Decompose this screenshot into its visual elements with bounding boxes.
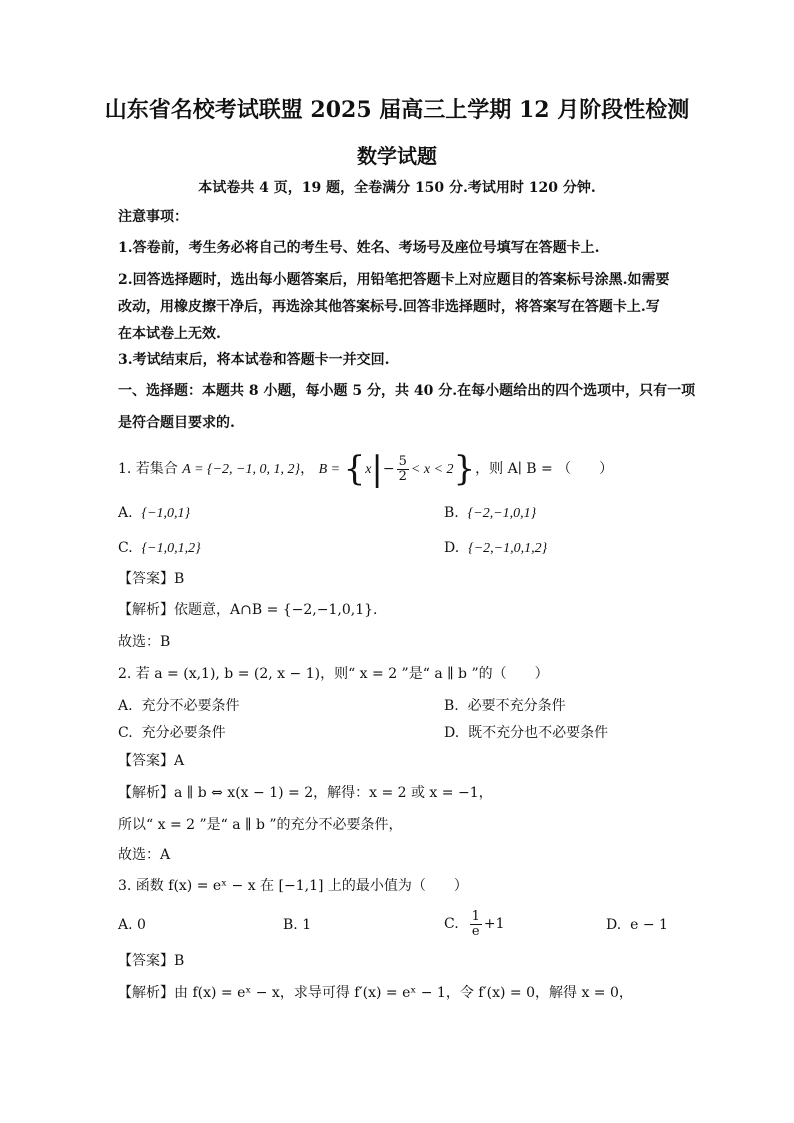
option-value: 0 <box>137 917 146 933</box>
fraction-numerator: 5 <box>398 453 407 469</box>
set-b-prefix: B = <box>318 462 344 477</box>
option-value-tail: +1 <box>483 916 505 932</box>
q1-answer: 【答案】B <box>118 571 185 587</box>
fraction-five-halves <box>397 455 409 484</box>
option-value: {−2,−1,0,1} <box>467 506 537 521</box>
analysis-text: a ∥ b ⇔ x(x − 1) = 2，解得：x = 2 或 x = −1， <box>174 785 493 801</box>
q3-option-c <box>444 906 505 942</box>
q2-option-a <box>118 695 239 717</box>
q1-option-c <box>118 537 201 560</box>
set-b-tail: < x < 2 <box>410 462 454 477</box>
option-label: C. <box>118 540 133 556</box>
right-brace: } <box>453 449 476 489</box>
q2-option-b <box>444 695 566 717</box>
note-1: 1.答卷前，考生务必将自己的考生号、姓名、考场号及座位号填写在答题卡上. <box>118 240 600 256</box>
exam-info: 本试卷共 4 页，19 题，全卷满分 150 分.考试用时 120 分钟. <box>198 180 596 196</box>
q3-answer: 【答案】B <box>118 953 185 969</box>
option-label: A. <box>118 917 133 933</box>
option-value: {−1,0,1,2} <box>141 541 201 556</box>
option-value: 1 <box>302 917 312 933</box>
set-b-bar: | <box>371 449 383 489</box>
question-2-stem: 2. 若 a = (x,1), b = (2, x − 1)，则“ x = 2 ”是“ a ∥ b ”的（ ） <box>118 666 549 682</box>
note-2-line-1: 2.回答选择题时，选出每小题答案后，用铅笔把答题卡上对应题目的答案标号涂黑.如需要 <box>118 272 670 288</box>
option-label: D. <box>444 540 460 556</box>
q2-analysis-2: 所以“ x = 2 ”是“ a ∥ b ”的充分不必要条件， <box>118 817 403 833</box>
option-value: {−2,−1,0,1,2} <box>468 541 548 556</box>
q3-option-d <box>606 914 668 936</box>
question-3-stem: 3. 函数 f(x) = eˣ − x 在 [−1,1] 上的最小值为（ ） <box>118 878 468 894</box>
option-label: A. <box>118 698 133 714</box>
analysis-label: 【解析】 <box>118 602 174 618</box>
analysis-text: 由 f(x) = eˣ − x，求导可得 f′(x) = eˣ − 1，令 f′(x) = 0，解得 x = 0， <box>174 985 633 1001</box>
analysis-text: 依题意，A∩B = {−2,−1,0,1}. <box>174 602 378 618</box>
note-2-line-3: 在本试卷上无效. <box>118 326 221 342</box>
option-value: 充分必要条件 <box>141 725 226 741</box>
option-value: 必要不充分条件 <box>467 698 566 714</box>
question-1-suffix: ，则 A∣ B = （ ） <box>475 461 614 477</box>
set-a: A = {−2, −1, 0, 1, 2} <box>182 462 301 477</box>
q3-analysis <box>118 983 633 1003</box>
q1-option-a <box>118 502 190 525</box>
fraction-numerator: 1 <box>471 908 480 924</box>
option-value: e − 1 <box>630 917 668 933</box>
option-label: B. <box>283 917 298 933</box>
note-3: 3.考试结束后，将本试卷和答题卡一并交回. <box>118 352 390 368</box>
set-b-variable: x <box>365 462 372 477</box>
option-value: 充分不必要条件 <box>141 698 240 714</box>
option-value: 既不充分也不必要条件 <box>468 725 609 741</box>
option-label: C. <box>118 725 133 741</box>
analysis-label: 【解析】 <box>118 985 174 1001</box>
option-label: A. <box>118 505 133 521</box>
q2-option-d <box>444 722 608 744</box>
left-brace: { <box>343 449 366 489</box>
notes-heading: 注意事项： <box>118 209 188 225</box>
section-1-heading-line-2: 是符合题目要求的. <box>118 415 235 431</box>
fraction-denominator: 2 <box>398 468 407 484</box>
option-label: C. <box>444 916 459 932</box>
question-1-prefix: 1. 若集合 <box>118 461 183 477</box>
q2-answer: 【答案】A <box>118 753 185 769</box>
option-label: B. <box>444 698 459 714</box>
q1-analysis <box>118 600 377 620</box>
option-label: B. <box>444 505 459 521</box>
set-b-minus: − <box>382 461 395 477</box>
section-1-heading-line-1: 一、选择题：本题共 8 小题，每小题 5 分，共 40 分.在每小题给出的四个选项中，只有一项 <box>118 383 696 399</box>
q1-separator: ， <box>300 461 319 477</box>
q2-analysis <box>118 783 493 803</box>
note-2-line-2: 改动，用橡皮擦干净后，再选涂其他答案标号.回答非选择题时，将答案写在答题卡上.写 <box>118 299 660 315</box>
q2-conclusion: 故选：A <box>118 847 171 863</box>
question-1-stem <box>118 449 614 489</box>
analysis-label: 【解析】 <box>118 785 174 801</box>
q1-option-b <box>444 502 536 525</box>
fraction-one-over-e <box>470 910 482 939</box>
option-label: D. <box>606 917 622 933</box>
q2-option-c <box>118 722 226 744</box>
option-label: D. <box>444 725 460 741</box>
exam-subtitle: 数学试题 <box>357 144 437 168</box>
option-value: {−1,0,1} <box>141 506 191 521</box>
exam-title: 山东省名校考试联盟 2025 届高三上学期 12 月阶段性检测 <box>104 97 690 123</box>
q3-option-b <box>283 914 311 936</box>
fraction-denominator: e <box>471 923 480 939</box>
q1-conclusion: 故选：B <box>118 634 171 650</box>
q3-option-a <box>118 914 146 936</box>
q1-option-d <box>444 537 547 560</box>
